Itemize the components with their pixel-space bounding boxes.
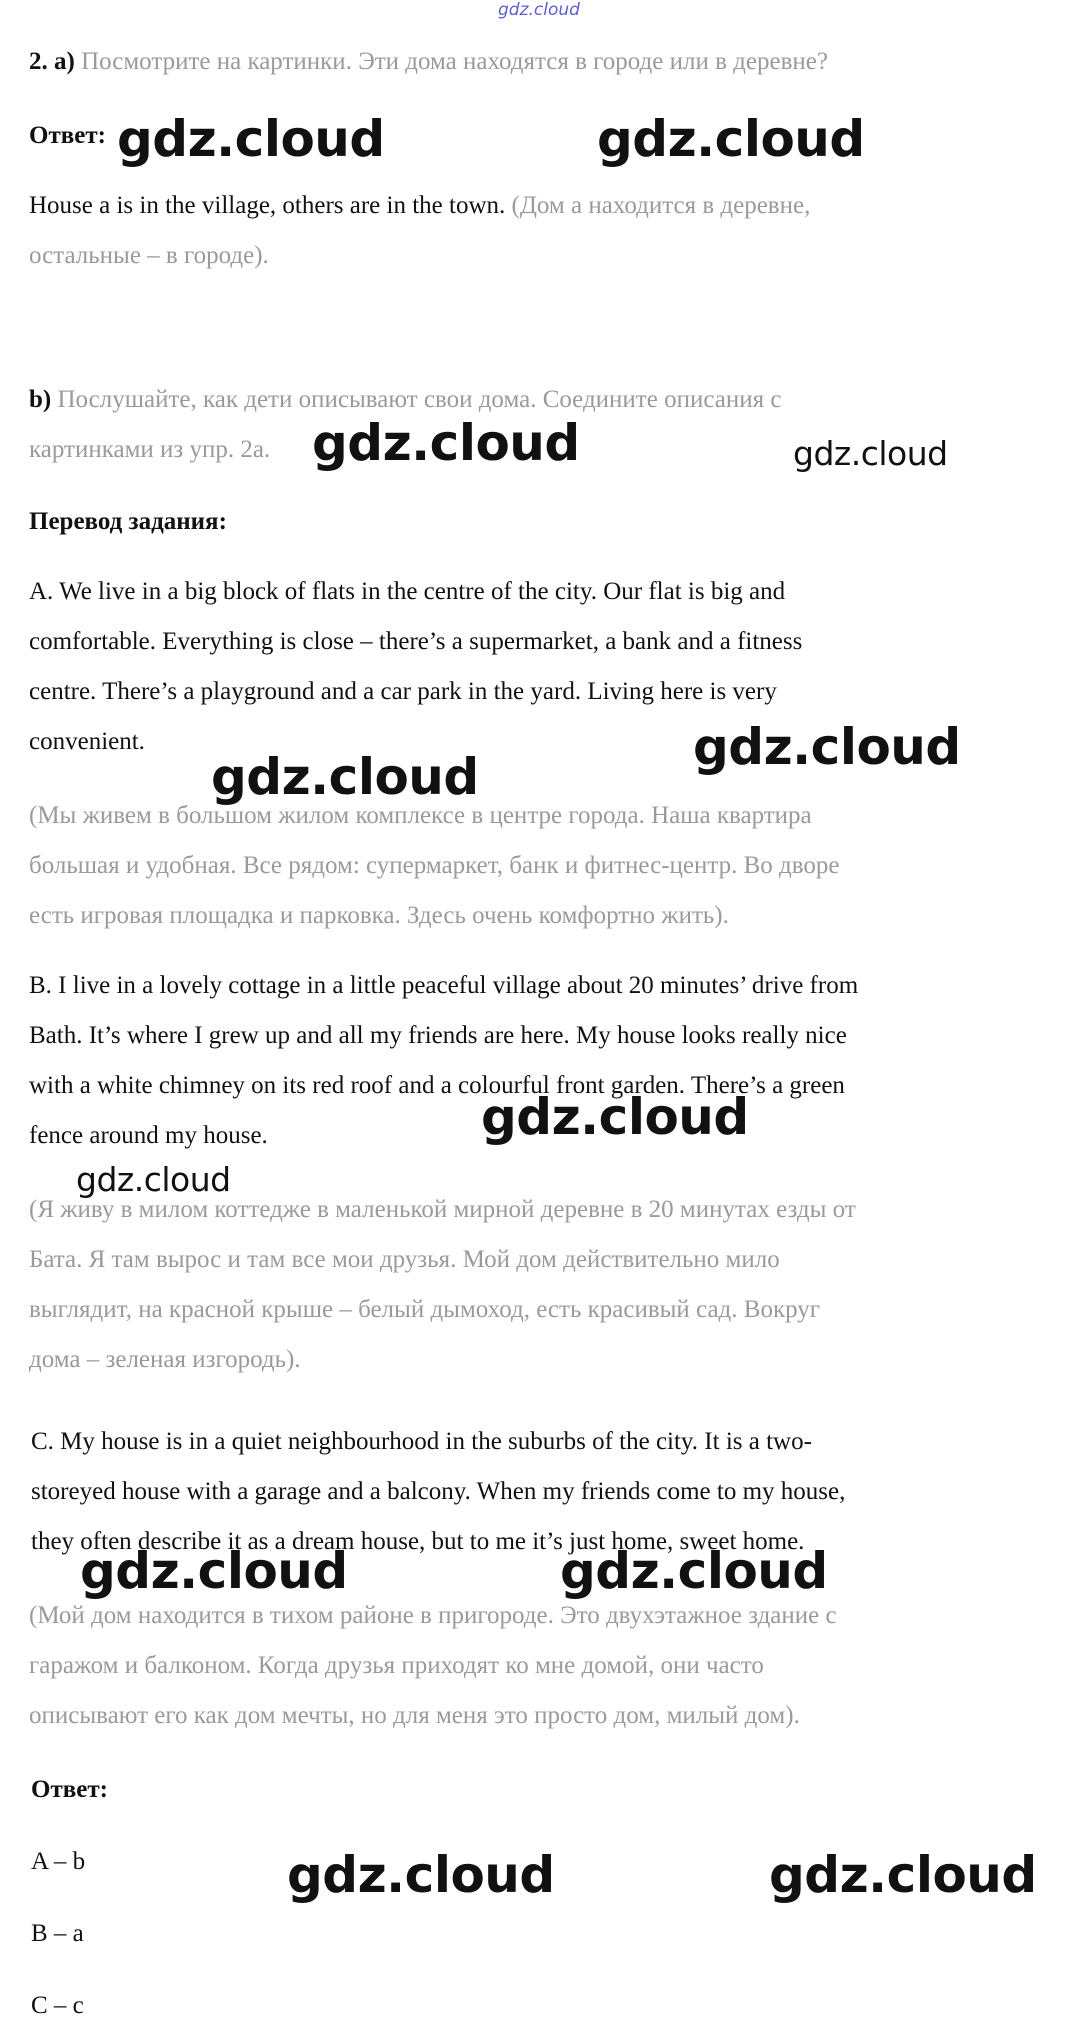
task-a-answer-line1 (29, 192, 810, 220)
text-a-en-line: centre. There’s a playground and a car park in the yard. Living here is very (29, 678, 777, 705)
watermark: gdz.cloud (560, 1542, 828, 1600)
text-b-ru-line: дома – зеленая изгородь). (29, 1346, 301, 1373)
text-b-en-line: B. I live in a lovely cottage in a little peaceful village about 20 minutes’ drive from (29, 972, 859, 999)
text-b-en-line: fence around my house. (29, 1122, 268, 1149)
task-a-answer-ru: (Дом а находится в деревне, (511, 192, 811, 219)
task-a-answer-line2: остальные – в городе). (29, 242, 269, 269)
answer-item: B – a (31, 1920, 84, 1947)
watermark: gdz.cloud (76, 1160, 231, 1199)
text-a-ru-line: большая и удобная. Все рядом: супермаркет, банк и фитнес-центр. Во дворе (29, 852, 840, 879)
text-c-en-line: storeyed house with a garage and a balcony. When my friends come to my house, (31, 1478, 846, 1505)
watermark: gdz.cloud (211, 748, 479, 806)
text-b-ru-line: Бата. Я там вырос и там все мои друзья. Мой дом действительно мило (29, 1246, 780, 1273)
text-c-en-line: C. My house is in a quiet neighbourhood in the suburbs of the city. It is a two- (31, 1428, 812, 1455)
watermark: gdz.cloud (597, 110, 865, 168)
text-a-en-line: A. We live in a big block of flats in the centre of the city. Our flat is big and (29, 578, 786, 605)
text-c-ru-line: (Мой дом находится в тихом районе в пригороде. Это двухэтажное здание с (29, 1602, 837, 1629)
text-b-ru-line: выглядит, на красной крыше – белый дымоход, есть красивый сад. Вокруг (29, 1296, 821, 1323)
task-a-answer-label: Ответ: (29, 122, 106, 149)
text-a-en-line: convenient. (29, 728, 145, 755)
text-b-en-line: Bath. It’s where I grew up and all my friends are here. My house looks really nice (29, 1022, 847, 1049)
watermark: gdz.cloud (693, 718, 961, 776)
task-b-question-text: Послушайте, как дети описывают свои дома. Соедините описания с (57, 386, 782, 413)
text-c-ru-line: гаражом и балконом. Когда друзья приходят ко мне домой, они часто (29, 1652, 764, 1679)
watermark: gdz.cloud (80, 1542, 348, 1600)
answer-item: A – b (31, 1848, 86, 1875)
header-watermark: gdz.cloud (498, 0, 580, 20)
watermark: gdz.cloud (117, 110, 385, 168)
watermark: gdz.cloud (287, 1846, 555, 1904)
watermark: gdz.cloud (769, 1846, 1037, 1904)
watermark: gdz.cloud (793, 434, 948, 473)
text-b-ru-line: (Я живу в милом коттедже в маленькой мирной деревне в 20 минутах езды от (29, 1196, 856, 1223)
task-b-question-line2: картинками из упр. 2а. (29, 436, 271, 463)
task-b-answer-label: Ответ: (31, 1776, 108, 1803)
text-c-ru-line: описывают его как дом мечты, но для меня это просто дом, милый дом). (29, 1702, 800, 1729)
answer-item: C – c (31, 1992, 84, 2019)
text-a-ru-line: (Мы живем в большом жилом комплексе в центре города. Наша квартира (29, 802, 812, 829)
task-a-answer-en: House a is in the village, others are in the town. (29, 192, 506, 219)
task-b-question-line1 (29, 386, 781, 414)
text-b-en-line: with a white chimney on its red roof and a colourful front garden. There’s a green (29, 1072, 845, 1099)
text-a-ru-line: есть игровая площадка и парковка. Здесь очень комфортно жить). (29, 902, 729, 929)
text-a-en-line: comfortable. Everything is close – there’s a supermarket, a bank and a fitness (29, 628, 803, 655)
translation-label: Перевод задания: (29, 508, 227, 535)
task-a-question-text: Посмотрите на картинки. Эти дома находятся в городе или в деревне? (81, 48, 828, 75)
watermark: gdz.cloud (312, 414, 580, 472)
text-c-en-line: they often describe it as a dream house, but to me it’s just home, sweet home. (31, 1528, 805, 1555)
watermark: gdz.cloud (481, 1088, 749, 1146)
task-a-letter: a) (54, 48, 75, 75)
task-b-letter: b) (29, 386, 52, 413)
task-a-question (29, 48, 828, 76)
task-number: 2. (29, 48, 48, 75)
